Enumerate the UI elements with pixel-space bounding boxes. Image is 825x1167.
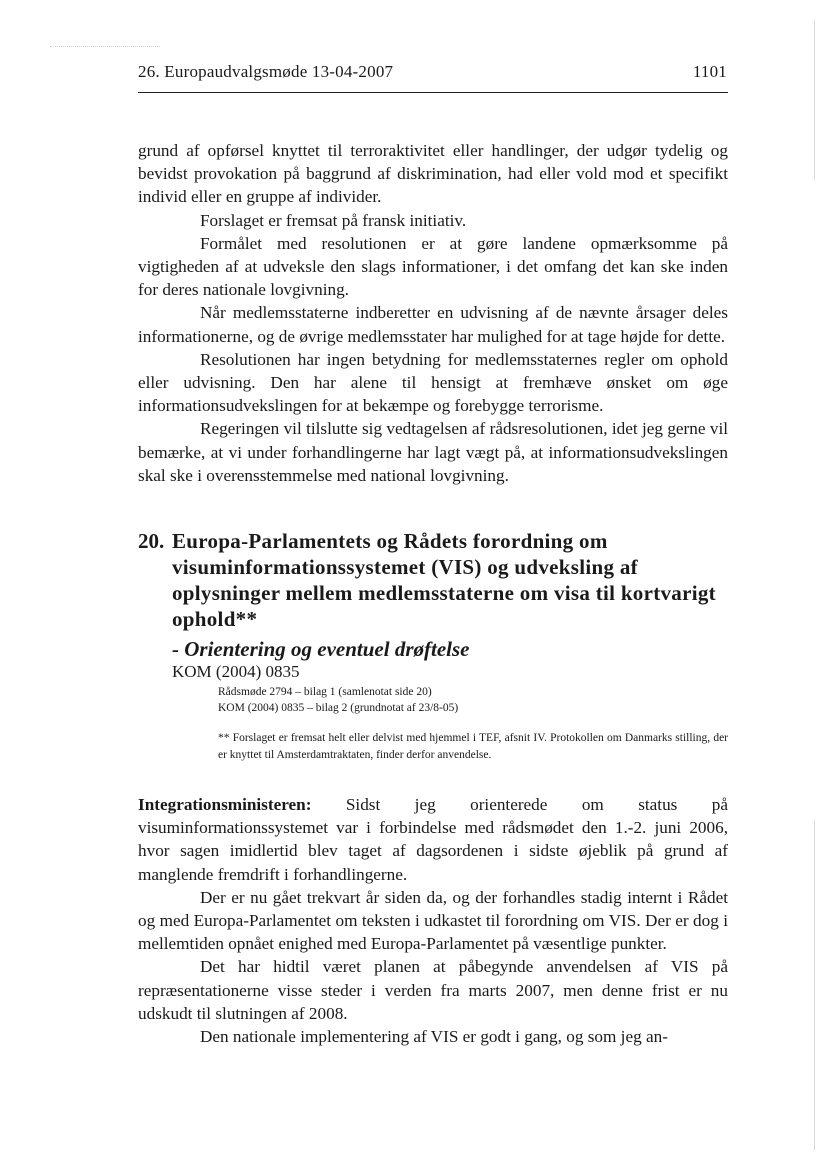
agenda-section [138, 528, 728, 764]
upper-text-block [138, 139, 728, 487]
header-title: 26. Europaudvalgsmøde 13-04-2007 [138, 62, 394, 81]
lower-text-block [138, 793, 728, 1048]
scan-edge-mark [814, 820, 815, 1150]
reference-item: Rådsmøde 2794 – bilag 1 (samlenotat side 20) [218, 686, 432, 698]
paragraph: Forslaget er fremsat på fransk initiativ. [200, 210, 467, 230]
header-rule [138, 92, 728, 93]
paragraph: grund af opførsel knyttet til terroraktivitet eller handlinger, der udgør tydelig og bevidst provokation på baggrund af diskrimination, had eller vold mod et specifikt individ eller en gruppe af individer. [138, 141, 728, 207]
paragraph: Resolutionen har ingen betydning for medlemsstaternes regler om ophold eller udvisning. Den har alene til hensigt at fremhæve ønsket om øge informationsudvekslingen for at bekæmpe og forebygge terrorisme. [138, 349, 728, 416]
paragraph: Regeringen vil tilslutte sig vedtagelsen af rådsresolutionen, idet jeg gerne vil bemærke, at vi under forhandlingerne har lagt vægt på, at informationsudvekslingen skal ske i overensstemmelse med national lovgivning. [138, 419, 728, 485]
section-heading [138, 528, 728, 632]
scan-edge-mark [814, 20, 815, 180]
footnote: ** Forslaget er fremsat helt eller delvist med hjemmel i TEF, afsnit IV. Protokollen om Danmarks stilling, der er knyttet til Amsterdamtraktaten, finder derfor anvendelse. [218, 732, 728, 761]
page-header [138, 62, 727, 82]
paragraph: Formålet med resolutionen er at gøre landene opmærksomme på vigtigheden af at udveksle den slags informationer, i det omfang det kan ske inden for deres nationale lovgivning. [138, 233, 728, 300]
speaker-label: Integrationsministeren: [138, 795, 312, 814]
section-title: Europa-Parlamentets og Rådets forordning om visuminformationssystemet (VIS) og udveksling af oplysninger mellem medlemsstaterne om visa til kortvarigt ophold** [172, 529, 716, 631]
section-orientation: - Orientering og eventuel drøftelse [172, 637, 470, 661]
paragraph [138, 793, 728, 886]
paragraph: Der er nu gået trekvart år siden da, og der forhandles stadig internt i Rådet og med Europa-Parlamentet om teksten i udkastet til forordning om VIS. Der er dog i mellemtiden opnået enighed med Europa-Parlamentet på væsentlige punkter. [138, 887, 728, 954]
speaker-text: Sidst jeg orienterede om status på visuminformationssystemet var i forbindelse med rådsmødet den 1.-2. juni 2006, hvor sagen imidlertid blev taget af dagsordenen i sidste øjeblik på grund af manglende fremdrift i forhandlingerne. [138, 795, 728, 884]
reference-item: KOM (2004) 0835 – bilag 2 (grundnotat af 23/8-05) [218, 702, 459, 714]
kom-reference: KOM (2004) 0835 [172, 662, 300, 681]
section-number: 20. [138, 529, 165, 553]
page-number: 1101 [692, 62, 727, 81]
paragraph: Det har hidtil været planen at påbegynde anvendelsen af VIS på repræsentationerne visse steder i verden fra marts 2007, men denne frist er nu udskudt til slutningen af 2008. [138, 957, 728, 1023]
paragraph: Når medlemsstaterne indberetter en udvisning af de nævnte årsager deles informationerne, og de øvrige medlemsstater har mulighed for at tage højde for dette. [138, 303, 728, 346]
paragraph: Den nationale implementering af VIS er godt i gang, og som jeg an- [200, 1027, 668, 1047]
reference-list [218, 684, 728, 716]
scan-artifact [50, 46, 160, 48]
